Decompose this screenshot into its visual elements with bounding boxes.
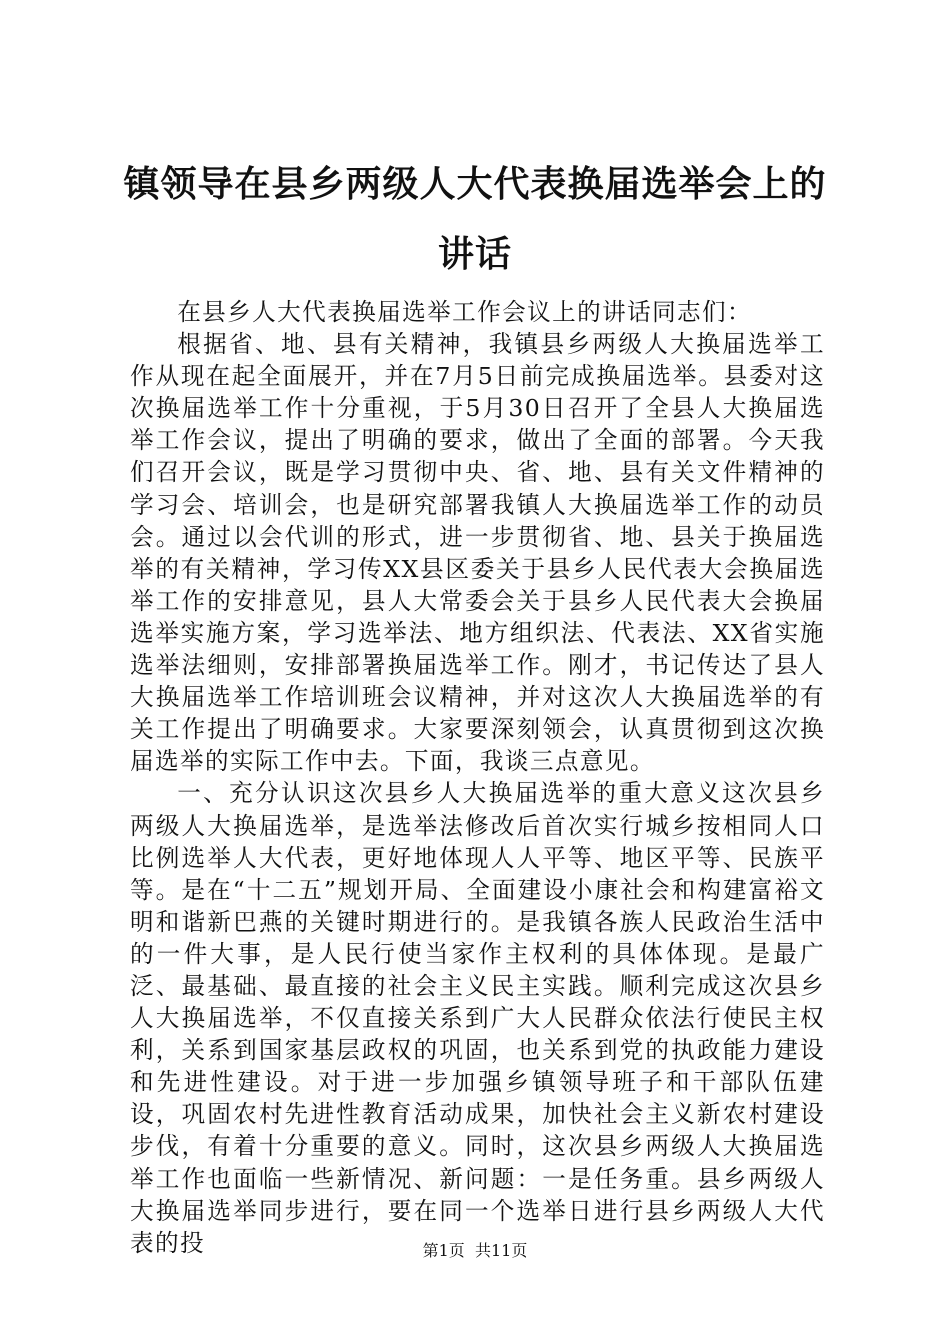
- paragraph: 根据省、地、县有关精神，我镇县乡两级人大换届选举工作从现在起全面展开，并在7月5日前完成换届选举。县委对这次换届选举工作十分重视，于5月30日召开了全县人大换届选举工作会议，提出了明确的要求，做出了全面的部署。今天我们召开会议，既是学习贯彻中央、省、地、县有关文件精神的学习会、培训会，也是研究部署我镇人大换届选举工作的动员会。通过以会代训的形式，进一步贯彻省、地、县关于换届选举的有关精神，学习传XX县区委关于县乡人民代表大会换届选举工作的安排意见，县人大常委会关于县乡人民代表大会换届选举实施方案，学习选举法、地方组织法、代表法、XX省实施选举法细则，安排部署换届选举工作。刚才，书记传达了县人大换届选举工作培训班会议精神，并对这次人大换届选举的有关工作提出了明确要求。大家要深刻领会，认真贯彻到这次换届选举的实际工作中去。下面，我谈三点意见。: [130, 330, 825, 776]
- page-total: 共11页: [474, 1241, 528, 1260]
- page-footer: [0, 1240, 950, 1262]
- document-body: [130, 296, 825, 1259]
- paragraph: 一、充分认识这次县乡人大换届选举的重大意义这次县乡两级人大换届选举，是选举法修改后首次实行城乡按相同人口比例选举人大代表，更好地体现人人平等、地区平等、民族平等。是在“十二五”规划开局、全面建设小康社会和构建富裕文明和谐新巴燕的关键时期进行的。是我镇各族人民政治生活中的一件大事，是人民行使当家作主权利的具体体现。是最广泛、最基础、最直接的社会主义民主实践。顺利完成这次县乡人大换届选举，不仅直接关系到广大人民群众依法行使民主权利，关系到国家基层政权的巩固，也关系到党的执政能力建设和先进性建设。对于进一步加强乡镇领导班子和干部队伍建设，巩固农村先进性教育活动成果，加快社会主义新农村建设步伐，有着十分重要的意义。同时，这次县乡两级人大换届选举工作也面临一些新情况、新问题：一是任务重。县乡两级人大换届选举同步进行，要在同一个选举日进行县乡两级人大代表的投: [130, 779, 825, 1257]
- page-number: 第1页: [422, 1241, 465, 1260]
- document-title: 镇领导在县乡两级人大代表换届选举会上的讲话: [123, 164, 827, 275]
- paragraph: 在县乡人大代表换届选举工作会议上的讲话同志们：: [177, 298, 753, 326]
